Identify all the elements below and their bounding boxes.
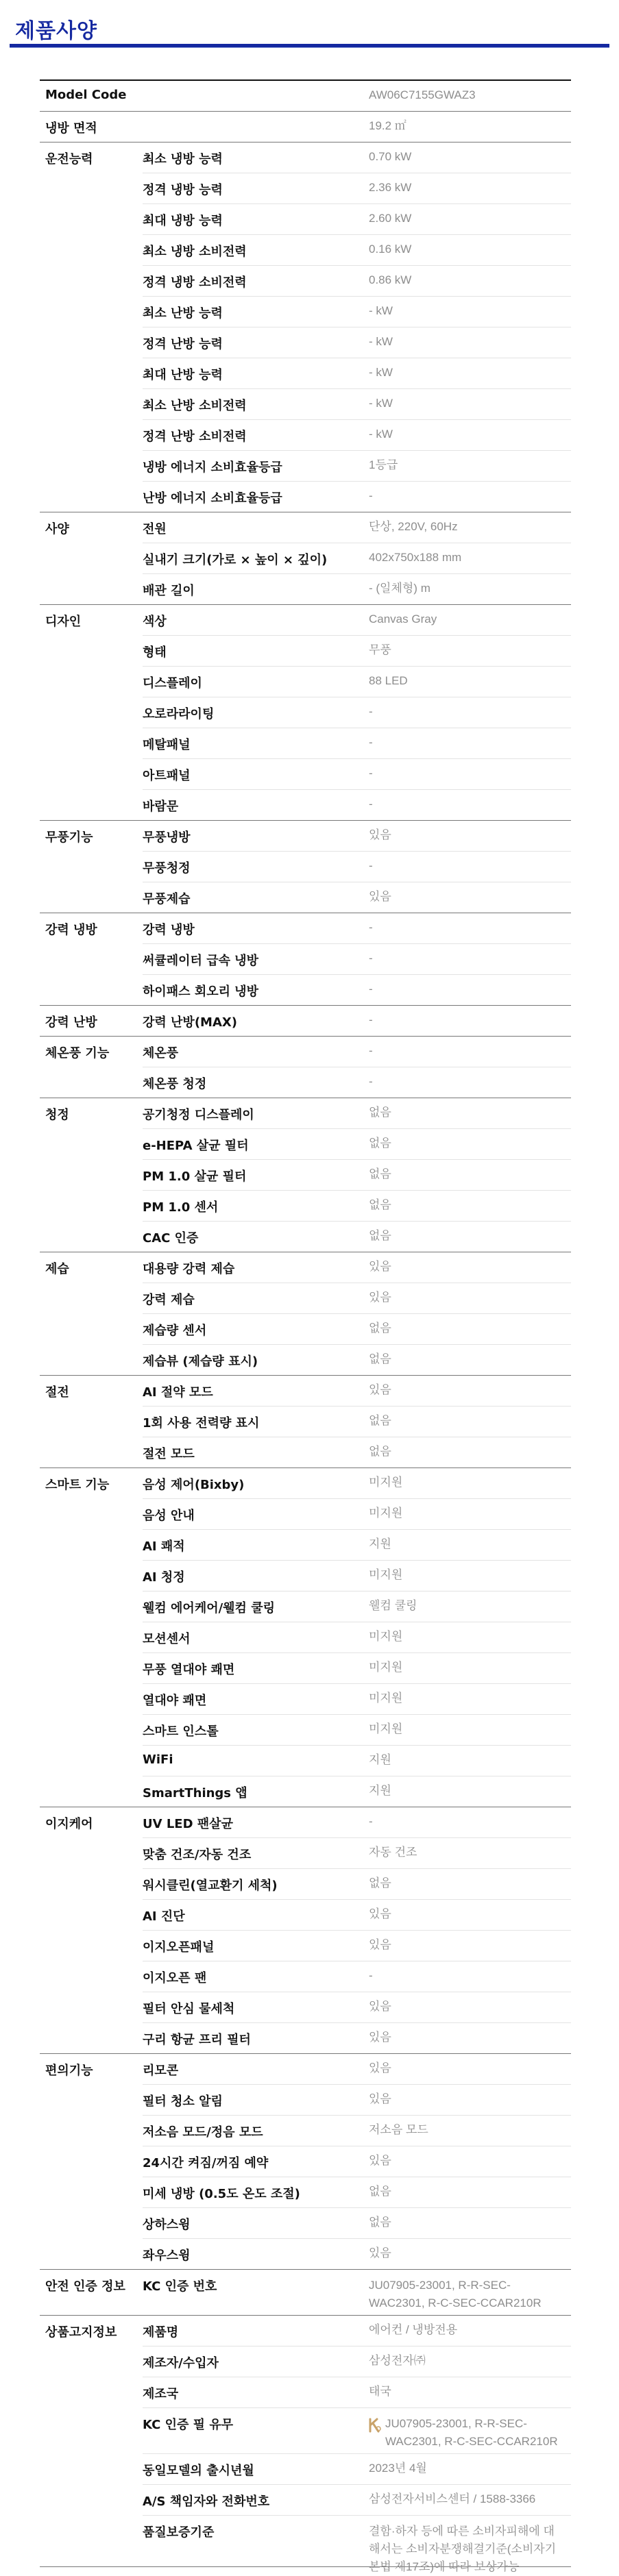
spec-row	[143, 173, 571, 203]
spec-item-label: AI 청정	[143, 1570, 185, 1585]
spec-group-rows	[143, 2270, 571, 2315]
spec-item-label: 체온풍	[143, 1046, 179, 1061]
spec-row	[143, 2377, 571, 2407]
spec-value: 있음	[369, 1907, 391, 1920]
spec-item-label: 필터 안심 물세척	[143, 2002, 235, 2016]
spec-value: 0.86 kW	[369, 273, 412, 286]
spec-item-label: 최대 냉방 능력	[143, 214, 223, 228]
spec-item-label: 강력 난방(MAX)	[143, 1015, 237, 1030]
spec-value: 있음	[369, 2000, 391, 2013]
spec-item-label: KC 인증 번호	[143, 2279, 217, 2294]
spec-row	[143, 234, 571, 265]
spec-item-label: 필터 청소 알림	[143, 2094, 223, 2109]
spec-group-label: 체온풍 기능	[45, 1046, 110, 1061]
spec-value: 2.60 kW	[369, 212, 412, 225]
spec-row	[143, 1591, 571, 1622]
spec-group	[40, 1252, 571, 1376]
spec-value: 없음	[369, 1322, 391, 1335]
spec-value: 있음	[369, 2246, 391, 2259]
spec-item-label: 정격 냉방 소비전력	[143, 275, 247, 290]
spec-item-label: 저소음 모드/정음 모드	[143, 2125, 263, 2140]
spec-item-label: 웰컴 에어케어/웰컴 쿨링	[143, 1601, 275, 1615]
spec-item-label: 상하스윙	[143, 2218, 191, 2232]
spec-value: 88 LED	[369, 674, 408, 687]
spec-value: 2023년 4월	[369, 2462, 427, 2475]
spec-row	[143, 666, 571, 697]
spec-row	[143, 1190, 571, 1221]
spec-value	[369, 2408, 571, 2451]
kc-certification-icon	[369, 2418, 381, 2433]
spec-item-label: 오로라라이팅	[143, 707, 215, 721]
spec-row	[143, 1899, 571, 1930]
spec-value: 2.36 kW	[369, 181, 412, 194]
spec-value: 무풍	[369, 643, 391, 656]
spec-row	[143, 1560, 571, 1591]
spec-item-label: 24시간 켜짐/꺼짐 예약	[143, 2156, 269, 2170]
spec-item-label: 무풍 열대야 쾌면	[143, 1663, 235, 1677]
spec-group-top-1	[40, 112, 571, 143]
spec-item-label: 음성 안내	[143, 1509, 195, 1523]
spec-item-label: 하이패스 회오리 냉방	[143, 984, 259, 999]
spec-value: 있음	[369, 828, 391, 841]
spec-row	[143, 1776, 571, 1807]
spec-item-label: AI 쾌적	[143, 1539, 185, 1554]
spec-row	[143, 1406, 571, 1437]
spec-value: - (일체형) m	[369, 582, 430, 595]
spec-group-rows	[143, 1468, 571, 1807]
spec-group-label: 안전 인증 정보	[45, 2279, 125, 2294]
spec-value: 402x750x188 mm	[369, 551, 462, 564]
spec-label: Model Code	[45, 88, 127, 102]
spec-item-label: 제조국	[143, 2387, 179, 2401]
spec-row	[143, 203, 571, 234]
spec-row	[143, 1529, 571, 1560]
spec-row	[143, 1159, 571, 1190]
spec-group-rows	[143, 143, 571, 512]
spec-item-label: 메탈패널	[143, 738, 191, 752]
spec-value: 미지원	[369, 1630, 403, 1643]
spec-row	[143, 265, 571, 296]
spec-item-label: 좌우스윙	[143, 2249, 191, 2263]
spec-value: 있음	[369, 1291, 391, 1304]
spec-group	[40, 512, 571, 605]
spec-item-label: 무풍냉방	[143, 830, 191, 845]
spec-value: 웰컴 쿨링	[369, 1599, 417, 1612]
spec-item-label: 품질보증기준	[143, 2525, 215, 2540]
spec-item-label: 이지오픈 팬	[143, 1971, 207, 1985]
spec-row	[143, 1807, 571, 1837]
spec-value: 미지원	[369, 1507, 403, 1520]
spec-value: 지원	[369, 1537, 391, 1550]
spec-item-label: 정격 냉방 능력	[143, 183, 223, 197]
spec-row	[143, 1992, 571, 2022]
spec-value: -	[369, 1013, 373, 1026]
spec-row	[143, 388, 571, 419]
spec-item-label: 실내기 크기(가로 × 높이 × 깊이)	[143, 553, 328, 567]
spec-group-rows	[143, 1037, 571, 1098]
spec-value: -	[369, 736, 373, 749]
spec-item-label: 이지오픈패널	[143, 1940, 215, 1955]
spec-row	[143, 1313, 571, 1344]
spec-row	[143, 2146, 571, 2177]
spec-item-label: 형태	[143, 645, 167, 660]
spec-row	[143, 419, 571, 450]
spec-item-label: UV LED 팬살균	[143, 1817, 233, 1831]
spec-group	[40, 1376, 571, 1468]
spec-value-text: JU07905-23001, R-R-SEC-WAC2301, R-C-SEC-CCAR210R	[385, 2417, 558, 2448]
spec-row	[143, 882, 571, 913]
spec-item-label: 미세 냉방 (0.5도 온도 조절)	[143, 2187, 300, 2201]
spec-value: 0.70 kW	[369, 150, 412, 163]
spec-value: JU07905-23001, R-R-SEC-WAC2301, R-C-SEC-CCAR210R	[369, 2279, 542, 2309]
spec-group-rows	[143, 1376, 571, 1467]
spec-value: 없음	[369, 1352, 391, 1365]
spec-item-label: 절전 모드	[143, 1447, 195, 1461]
spec-value: -	[369, 952, 373, 965]
spec-item-label: PM 1.0 센서	[143, 1200, 219, 1215]
spec-row	[143, 1683, 571, 1714]
spec-group-label: 운전능력	[45, 152, 93, 166]
spec-value: - kW	[369, 366, 393, 379]
spec-row	[143, 2207, 571, 2238]
spec-row	[143, 605, 571, 635]
spec-group-label: 상품고지정보	[45, 2325, 117, 2340]
spec-row	[143, 851, 571, 882]
spec-group	[40, 1006, 571, 1037]
spec-row	[143, 974, 571, 1005]
spec-value: -	[369, 1815, 373, 1828]
spec-group-top-0	[40, 81, 571, 112]
spec-value: 지원	[369, 1753, 391, 1766]
spec-item-label: 최소 난방 능력	[143, 306, 223, 321]
spec-value: 1등급	[369, 458, 398, 471]
spec-row	[143, 2484, 571, 2515]
kc-value-wrap	[369, 2415, 566, 2451]
spec-group	[40, 605, 571, 821]
spec-row	[143, 2115, 571, 2146]
spec-row	[143, 1037, 571, 1067]
spec-group-label: 사양	[45, 522, 69, 536]
spec-value: 단상, 220V, 60Hz	[369, 520, 458, 533]
spec-row	[143, 2084, 571, 2115]
spec-value: -	[369, 982, 373, 995]
spec-group-label: 이지케어	[45, 1817, 93, 1831]
spec-value: 삼성전자㈜	[369, 2354, 426, 2367]
spec-item-label: 체온풍 청정	[143, 1077, 207, 1091]
spec-row	[143, 1468, 571, 1498]
spec-value: 없음	[369, 1414, 391, 1427]
spec-table	[40, 79, 571, 2573]
spec-item-label: 아트패널	[143, 769, 191, 783]
spec-value: 미지원	[369, 1476, 403, 1489]
title-divider-underline	[10, 47, 609, 48]
spec-group-rows	[143, 605, 571, 820]
spec-group-rows	[143, 2054, 571, 2269]
spec-item-label: 난방 에너지 소비효율등급	[143, 491, 282, 506]
spec-item-label: 써큘레이터 급속 냉방	[143, 954, 259, 968]
spec-item-label: 최소 냉방 능력	[143, 152, 223, 166]
spec-value: 있음	[369, 2154, 391, 2167]
spec-group	[40, 2270, 571, 2316]
spec-group-rows	[143, 512, 571, 604]
spec-row	[143, 327, 571, 358]
spec-row	[143, 635, 571, 666]
spec-item-label: 워시클린(열교환기 세척)	[143, 1879, 278, 1893]
spec-item-label: 맞춤 건조/자동 건조	[143, 1848, 252, 1862]
spec-row	[143, 1098, 571, 1128]
spec-row	[143, 2054, 571, 2084]
spec-row	[143, 1868, 571, 1899]
spec-row	[143, 481, 571, 512]
spec-item-label: 제조자/수입자	[143, 2356, 219, 2370]
spec-row	[143, 1714, 571, 1745]
spec-group-label: 무풍기능	[45, 830, 93, 845]
spec-value: 미지원	[369, 1568, 403, 1581]
spec-group-label: 절전	[45, 1385, 69, 1400]
spec-row	[143, 1437, 571, 1467]
spec-item-label: 무풍청정	[143, 861, 191, 876]
spec-value: - kW	[369, 304, 393, 317]
spec-value: 0.16 kW	[369, 243, 412, 256]
spec-item-label: 색상	[143, 615, 167, 629]
spec-row	[143, 2453, 571, 2484]
spec-value: -	[369, 767, 373, 780]
spec-item-label: AI 진단	[143, 1909, 185, 1924]
spec-group-rows	[143, 913, 571, 1005]
spec-item-label: 강력 냉방	[143, 923, 195, 937]
spec-row	[143, 1252, 571, 1283]
spec-value: 19.2 ㎡	[369, 119, 406, 132]
spec-value: - kW	[369, 397, 393, 410]
spec-row	[143, 512, 571, 543]
spec-item-label: 정격 난방 소비전력	[143, 430, 247, 444]
spec-item-label: 제품명	[143, 2325, 179, 2340]
spec-item-label: 1회 사용 전력량 표시	[143, 1416, 260, 1431]
spec-item-label: 바람문	[143, 800, 179, 814]
spec-group-label: 디자인	[45, 615, 82, 629]
spec-group	[40, 143, 571, 512]
spec-row	[143, 1961, 571, 1992]
spec-item-label: 동일모델의 출시년월	[143, 2464, 254, 2478]
spec-row	[143, 143, 571, 173]
spec-row	[143, 1006, 571, 1036]
spec-value: 없음	[369, 1198, 391, 1211]
spec-value: AW06C7155GWAZ3	[369, 88, 476, 101]
spec-value: 있음	[369, 2061, 391, 2075]
spec-item-label: WiFi	[143, 1753, 173, 1767]
spec-group	[40, 1037, 571, 1098]
spec-group-label: 강력 냉방	[45, 923, 97, 937]
spec-row	[143, 573, 571, 604]
spec-item-label: PM 1.0 살균 필터	[143, 1169, 247, 1184]
spec-row	[143, 943, 571, 974]
spec-value: Canvas Gray	[369, 612, 437, 626]
spec-value: 지원	[369, 1784, 391, 1797]
spec-item-label: KC 인증 필 유무	[143, 2418, 234, 2432]
spec-value: -	[369, 797, 373, 810]
spec-value: 에어컨 / 냉방전용	[369, 2323, 458, 2336]
spec-item-label: 음성 제어(Bixby)	[143, 1478, 245, 1492]
spec-row	[143, 2346, 571, 2377]
spec-row	[143, 2407, 571, 2453]
spec-group	[40, 1807, 571, 2054]
spec-row	[143, 450, 571, 481]
spec-value: -	[369, 489, 373, 502]
spec-row	[143, 2270, 571, 2315]
spec-value: 있음	[369, 890, 391, 903]
spec-row	[143, 1344, 571, 1375]
spec-value: 없음	[369, 1106, 391, 1119]
spec-row	[143, 1128, 571, 1159]
spec-item-label: 구리 항균 프리 필터	[143, 2033, 251, 2047]
spec-group-label: 청정	[45, 1108, 69, 1122]
spec-value: 있음	[369, 1383, 391, 1396]
spec-item-label: 최소 난방 소비전력	[143, 399, 247, 413]
spec-item-label: 모션센서	[143, 1632, 191, 1646]
spec-group-label: 강력 난방	[45, 1015, 97, 1030]
spec-group-rows	[143, 1098, 571, 1252]
spec-group-rows	[143, 821, 571, 913]
spec-item-label: 리모콘	[143, 2064, 179, 2078]
spec-row	[143, 1376, 571, 1406]
spec-value: 미지원	[369, 1661, 403, 1674]
spec-row	[143, 1221, 571, 1252]
spec-item-label: 강력 제습	[143, 1293, 195, 1307]
spec-group-rows	[143, 1006, 571, 1036]
spec-group-label: 제습	[45, 1262, 69, 1276]
spec-value: -	[369, 705, 373, 718]
spec-row	[143, 2316, 571, 2346]
spec-row	[143, 821, 571, 851]
spec-value: 없음	[369, 2185, 391, 2198]
spec-value: -	[369, 859, 373, 872]
spec-value: 미지원	[369, 1692, 403, 1705]
spec-value: 태국	[369, 2385, 391, 2398]
spec-value: 있음	[369, 2031, 391, 2044]
spec-item-label: 대용량 강력 제습	[143, 1262, 235, 1276]
spec-row	[143, 1067, 571, 1098]
spec-value: 삼성전자서비스센터 / 1588-3366	[369, 2492, 536, 2505]
spec-group	[40, 2054, 571, 2270]
spec-item-label: 공기청정 디스플레이	[143, 1108, 254, 1122]
spec-row	[143, 358, 571, 388]
spec-row	[143, 913, 571, 943]
spec-item-label: SmartThings 앱	[143, 1786, 247, 1800]
spec-item-label: 무풍제습	[143, 892, 191, 906]
spec-label: 냉방 면적	[45, 121, 97, 136]
page-title: 제품사양	[15, 19, 97, 43]
spec-row	[143, 728, 571, 758]
spec-group	[40, 1468, 571, 1807]
spec-item-label: A/S 책임자와 전화번호	[143, 2494, 270, 2509]
spec-row	[143, 1283, 571, 1313]
spec-value: - kW	[369, 428, 393, 441]
spec-item-label: 열대야 쾌면	[143, 1694, 207, 1708]
spec-row	[143, 543, 571, 573]
spec-row	[143, 1652, 571, 1683]
spec-group-rows	[143, 1807, 571, 2053]
spec-item-label: e-HEPA 살균 필터	[143, 1139, 249, 1153]
spec-row	[143, 1837, 571, 1868]
spec-value: - kW	[369, 335, 393, 348]
spec-group	[40, 2316, 571, 2573]
spec-value: 없음	[369, 1877, 391, 1890]
spec-value: 없음	[369, 1167, 391, 1180]
spec-item-label: 디스플레이	[143, 676, 202, 691]
spec-item-label: 제습뷰 (제습량 표시)	[143, 1354, 258, 1369]
spec-row	[143, 758, 571, 789]
spec-row	[143, 1498, 571, 1529]
spec-group-label: 편의기능	[45, 2064, 93, 2078]
spec-value: -	[369, 921, 373, 934]
spec-value: 저소음 모드	[369, 2123, 428, 2136]
spec-group	[40, 821, 571, 913]
spec-value: 있음	[369, 2092, 391, 2105]
spec-value: 자동 건조	[369, 1846, 417, 1859]
spec-item-label: 배관 길이	[143, 584, 195, 598]
spec-group-rows	[143, 2316, 571, 2573]
spec-group-label: 스마트 기능	[45, 1478, 110, 1492]
spec-item-label: AI 절약 모드	[143, 1385, 213, 1400]
spec-row	[143, 2022, 571, 2053]
spec-item-label: CAC 인증	[143, 1231, 199, 1246]
spec-row	[143, 2515, 571, 2573]
spec-row	[143, 697, 571, 728]
spec-item-label: 제습량 센서	[143, 1324, 207, 1338]
spec-row	[143, 1745, 571, 1776]
spec-item-label: 전원	[143, 522, 167, 536]
spec-value: -	[369, 1969, 373, 1982]
spec-row	[143, 2177, 571, 2207]
spec-group	[40, 1098, 571, 1252]
spec-value: 없음	[369, 1137, 391, 1150]
spec-row	[143, 1930, 571, 1961]
spec-item-label: 냉방 에너지 소비효율등급	[143, 460, 282, 475]
spec-value: 결함·하자 등에 따른 소비자피해에 대해서는 소비자분쟁해결기준(소비자기본법 제17조)에 따라 보상가능	[369, 2525, 557, 2573]
spec-row	[143, 2238, 571, 2269]
spec-value: 있음	[369, 1260, 391, 1273]
spec-value: 없음	[369, 1229, 391, 1242]
spec-value: 미지원	[369, 1722, 403, 1735]
spec-item-label: 최소 냉방 소비전력	[143, 245, 247, 259]
spec-item-label: 스마트 인스톨	[143, 1724, 219, 1739]
spec-value: -	[369, 1075, 373, 1088]
spec-value: -	[369, 1044, 373, 1057]
spec-group	[40, 913, 571, 1006]
spec-group-rows	[143, 1252, 571, 1375]
spec-value: 있음	[369, 1938, 391, 1951]
spec-row	[143, 1622, 571, 1652]
spec-item-label: 정격 난방 능력	[143, 337, 223, 351]
spec-value: 없음	[369, 1445, 391, 1458]
spec-row	[143, 789, 571, 820]
spec-row	[143, 296, 571, 327]
spec-item-label: 최대 난방 능력	[143, 368, 223, 382]
spec-value: 없음	[369, 2216, 391, 2229]
